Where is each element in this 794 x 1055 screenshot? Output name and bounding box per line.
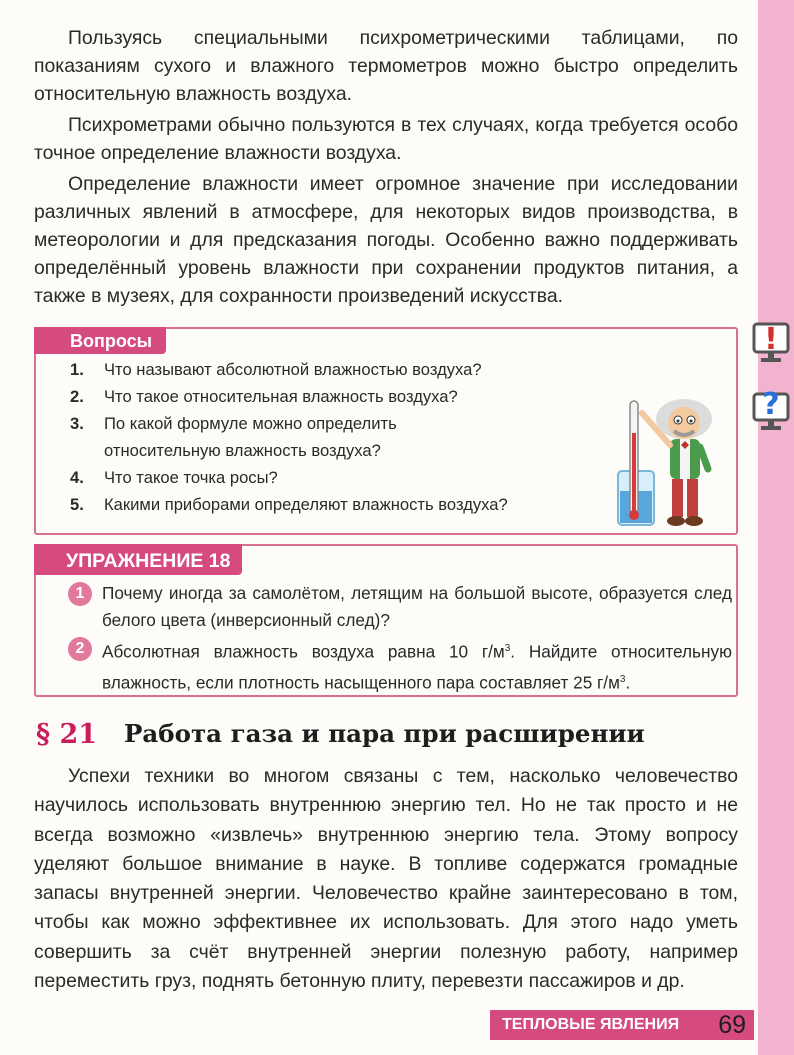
footer-chapter-label: ТЕПЛОВЫЕ ЯВЛЕНИЯ [502, 1016, 680, 1033]
question-number: 4. [70, 468, 84, 487]
question-number: 3. [70, 414, 84, 433]
exercise-list [68, 580, 732, 697]
footer-chapter-bar [490, 1010, 754, 1040]
question-item [70, 491, 590, 518]
question-glyph: ? [762, 387, 780, 422]
right-margin-stripe [758, 0, 794, 1055]
question-text: Какими приборами определяют влажность воздуха? [104, 495, 508, 514]
exercise-number: 1 [68, 582, 92, 606]
exercise-number: 2 [68, 637, 92, 661]
section-paragraph: Успехи техники во многом связаны с тем, насколько человечество научилось использовать внутреннюю энергию тел. Но не так просто и не всегда возможно «извлечь» внутреннюю энергию тела. Этому вопросу уделяют большое внимание в науке. В топливе содержатся громадные запасы внутренней энергии. Человечество крайне заинтересовано в том, чтобы как можно эффективнее их использовать. Для этого надо уметь совершить за счёт внутренней энергии полезную работу, например переместить груз, поднять бетонную плиту, перевезти пассажиров и др. [34, 765, 738, 993]
intro-paragraph-2: Психрометрами обычно пользуются в тех случаях, когда требуется особо точное определение влажности воздуха. [34, 114, 738, 164]
intro-paragraph-3: Определение влажности имеет огромное значение при исследовании различных явлений в атмосфере, для некоторых видов производства, в метеорологии и для предсказания погоды. Особенно важно поддерживать определённый уровень влажности при сохранении продуктов питания, а также в музеях, для сохранности произведений искусства. [34, 173, 738, 307]
question-item [70, 356, 590, 383]
exclamation-monitor-icon [752, 322, 792, 371]
question-number: 2. [70, 387, 84, 406]
page-number: 69 [718, 1011, 746, 1039]
question-item [70, 383, 590, 410]
questions-box [34, 327, 738, 535]
exercise-item [68, 635, 732, 696]
exercise-box [34, 544, 738, 697]
exercise-text-part: Абсолютная влажность воздуха равна 10 г/м [102, 641, 505, 662]
exercise-item [68, 580, 732, 634]
exercise-superscript: 3 [619, 673, 626, 685]
question-item [70, 464, 590, 491]
question-item [70, 410, 404, 464]
question-number: 1. [70, 360, 84, 379]
exercise-text-part: . Найдите относительную влажность, если плотность насыщенного пара составляет 25 г/м [102, 641, 732, 693]
question-text: По какой формуле можно определить относительную влажность воздуха? [104, 414, 397, 460]
exercise-superscript: 3 [504, 643, 511, 654]
intro-paragraph-1: Пользуясь специальными психрометрическими таблицами, по показаниям сухого и влажного термометров можно быстро определить относительную влажность воздуха. [34, 27, 738, 105]
question-text: Что такое относительная влажность воздуха? [104, 387, 458, 406]
section-title: Работа газа и пара при расширении [124, 719, 645, 748]
exercise-text-part: . [625, 672, 631, 693]
question-monitor-icon [752, 386, 792, 439]
scientist-illustration [604, 393, 722, 529]
question-text: Что такое точка росы? [104, 468, 278, 487]
exclamation-glyph: ! [764, 322, 778, 357]
questions-list [70, 356, 590, 518]
question-text: Что называют абсолютной влажностью воздуха? [104, 360, 482, 379]
section-number: § 21 [36, 719, 98, 750]
exercise-text: Почему иногда за самолётом, летящим на большой высоте, образуется след белого цвета (инверсионный след)? [102, 583, 732, 630]
exercise-title: УПРАЖНЕНИЕ 18 [34, 544, 242, 575]
question-number: 5. [70, 495, 84, 514]
questions-title: Вопросы [34, 327, 166, 354]
